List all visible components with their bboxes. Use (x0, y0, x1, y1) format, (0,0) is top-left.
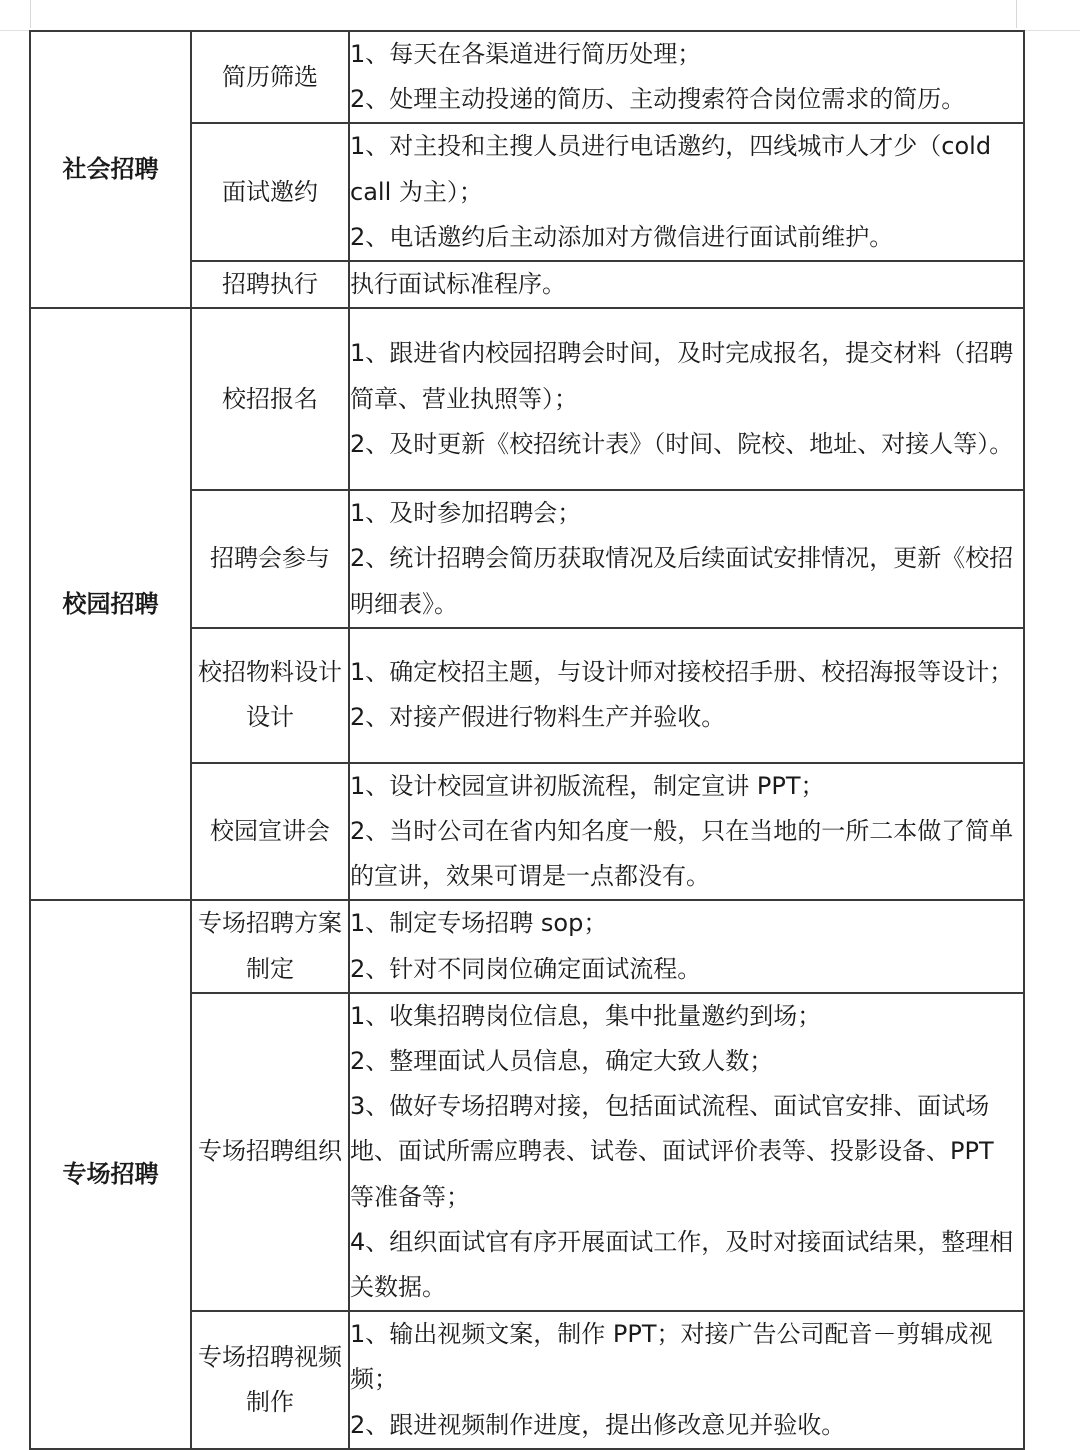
task-cell: 校园宣讲会 (191, 763, 349, 901)
description-cell (349, 123, 1024, 261)
page-left-margin-mark (30, 0, 31, 28)
description-cell (349, 993, 1024, 1311)
description-cell (349, 628, 1024, 763)
task-cell: 简历筛选 (191, 31, 349, 123)
description-line: 1、及时参加招聘会； (350, 499, 582, 528)
category-cell: 专场招聘 (30, 900, 191, 1448)
description-line: 1、每天在各渠道进行简历处理； (350, 40, 702, 68)
recruitment-task-table (29, 30, 1025, 1450)
task-cell: 专场招聘视频制作 (191, 1311, 349, 1449)
description-line: 2、跟进视频制作进度，提出修改意见并验收。 (350, 1410, 846, 1439)
description-line: 1、输出视频文案，制作 PPT；对接广告公司配音－剪辑成视频； (350, 1320, 993, 1394)
task-cell: 面试邀约 (191, 123, 349, 261)
description-line: 2、对接产假进行物料生产并验收。 (350, 703, 726, 732)
task-cell: 校招报名 (191, 308, 349, 490)
description-cell (349, 900, 1024, 992)
table-row (30, 900, 1024, 992)
description-cell (349, 261, 1024, 308)
table-row (30, 308, 1024, 490)
description-line: 2、当时公司在省内知名度一般，只在当地的一所二本做了简单的宣讲，效果可谓是一点都没有。 (350, 817, 1014, 891)
description-line: 1、设计校园宣讲初版流程，制定宣讲 PPT； (350, 771, 825, 800)
table-row (30, 31, 1024, 123)
description-line: 1、确定校招主题，与设计师对接校招手册、校招海报等设计； (350, 658, 1014, 687)
task-cell: 专场招聘组织 (191, 993, 349, 1311)
description-line: 2、针对不同岗位确定面试流程。 (350, 954, 702, 983)
description-line: 1、对主投和主搜人员进行电话邀约，四线城市人才少（cold call 为主）； (350, 132, 992, 206)
category-cell: 社会招聘 (30, 31, 191, 308)
task-cell: 招聘执行 (191, 261, 349, 308)
description-line: 3、做好专场招聘对接，包括面试流程、面试官安排、面试场地、面试所需应聘表、试卷、面试评价表等、投影设备、PPT 等准备等； (350, 1092, 994, 1211)
category-cell: 校园招聘 (30, 308, 191, 900)
description-cell (349, 490, 1024, 628)
task-cell: 招聘会参与 (191, 490, 349, 628)
description-cell (349, 1311, 1024, 1449)
description-cell (349, 31, 1024, 123)
task-cell: 校招物料设计设计 (191, 628, 349, 763)
description-line: 2、电话邀约后主动添加对方微信进行面试前维护。 (350, 222, 894, 251)
description-line: 2、处理主动投递的简历、主动搜索符合岗位需求的简历。 (350, 85, 966, 114)
description-line: 1、跟进省内校园招聘会时间，及时完成报名，提交材料（招聘简章、营业执照等）； (350, 339, 1014, 413)
description-line: 2、统计招聘会简历获取情况及后续面试安排情况，更新《校招明细表》。 (350, 544, 1014, 618)
description-line: 1、收集招聘岗位信息，集中批量邀约到场； (350, 1001, 822, 1030)
task-cell: 专场招聘方案制定 (191, 900, 349, 992)
description-cell (349, 763, 1024, 901)
description-line: 2、整理面试人员信息，确定大致人数； (350, 1047, 774, 1076)
description-line: 4、组织面试官有序开展面试工作，及时对接面试结果，整理相关数据。 (350, 1227, 1014, 1302)
description-line: 执行面试标准程序。 (350, 270, 566, 299)
page-right-margin-mark (1016, 0, 1017, 28)
description-line: 1、制定专场招聘 sop； (350, 909, 608, 938)
description-cell (349, 308, 1024, 490)
description-line: 2、及时更新《校招统计表》（时间、院校、地址、对接人等）。 (350, 429, 1014, 458)
